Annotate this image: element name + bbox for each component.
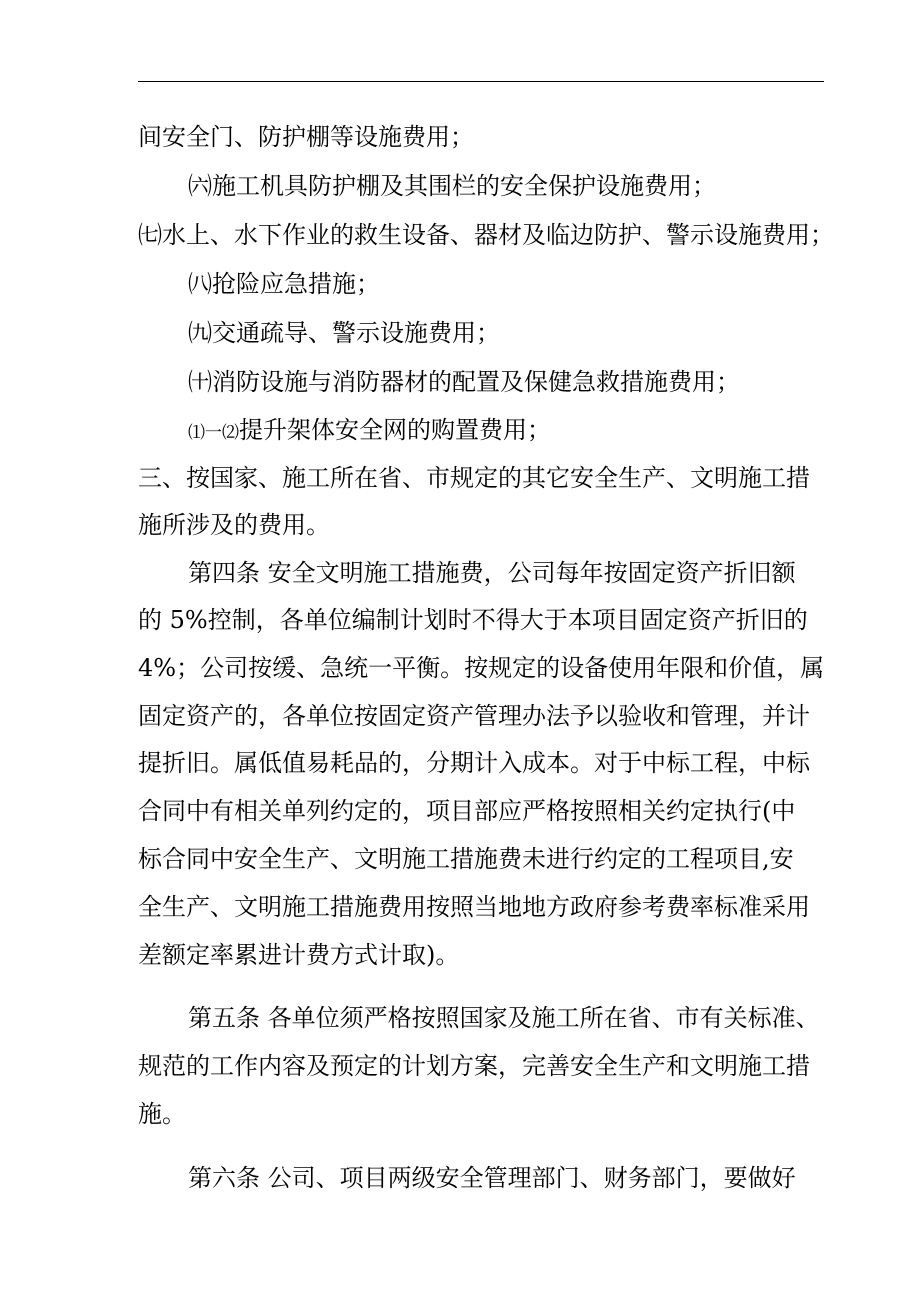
text-line-15: 合同中有相关单列约定的，项目部应严格按照相关约定执行(中 — [138, 797, 796, 825]
text-line-2: ㈥施工机具防护棚及其围栏的安全保护设施费用； — [188, 172, 716, 200]
text-line-3: ㈦水上、水下作业的救生设备、器材及临边防护、警示设施费用； — [138, 221, 834, 249]
text-line-1: 间安全门、防护棚等设施费用； — [138, 123, 474, 151]
text-line-22: 第六条 公司、项目两级安全管理部门、财务部门，要做好 — [188, 1164, 796, 1192]
text-line-8: 三、按国家、施工所在省、市规定的其它安全生产、文明施工措 — [138, 464, 810, 492]
text-line-13: 固定资产的，各单位按固定资产管理办法予以验收和管理，并计 — [138, 702, 810, 730]
text-line-7 — [188, 414, 878, 449]
text-line-12: 4%；公司按缓、急统一平衡。按规定的设备使用年限和价值，属 — [138, 654, 825, 682]
text-line-4: ㈧抢险应急措施； — [188, 270, 380, 298]
text-line-17: 全生产、文明施工措施费用按照当地地方政府参考费率标准采用 — [138, 893, 810, 921]
item-marker-11: ⑴一⑵ — [188, 423, 239, 443]
text-line-11: 的 5%控制，各单位编制计划时不得大于本项目固定资产折旧的 — [138, 606, 808, 634]
text-line-18: 差额定率累进计费方式计取)。 — [138, 941, 460, 969]
text-line-21: 施。 — [138, 1100, 186, 1128]
item-text-11: 提升架体安全网的购置费用； — [239, 416, 551, 444]
text-line-19: 第五条 各单位须严格按照国家及施工所在省、市有关标准、 — [188, 1004, 820, 1032]
text-line-20: 规范的工作内容及预定的计划方案，完善安全生产和文明施工措 — [138, 1052, 810, 1080]
text-line-9: 施所涉及的费用。 — [138, 511, 330, 539]
text-line-5: ㈨交通疏导、警示设施费用； — [188, 319, 500, 347]
text-line-10: 第四条 安全文明施工措施费，公司每年按固定资产折旧额 — [188, 559, 796, 587]
text-line-6: ㈩消防设施与消防器材的配置及保健急救措施费用； — [188, 368, 740, 396]
header-rule — [138, 81, 824, 82]
text-line-14: 提折旧。属低值易耗品的，分期计入成本。对于中标工程，中标 — [138, 749, 810, 777]
text-line-16: 标合同中安全生产、文明施工措施费未进行约定的工程项目,安 — [138, 845, 794, 873]
